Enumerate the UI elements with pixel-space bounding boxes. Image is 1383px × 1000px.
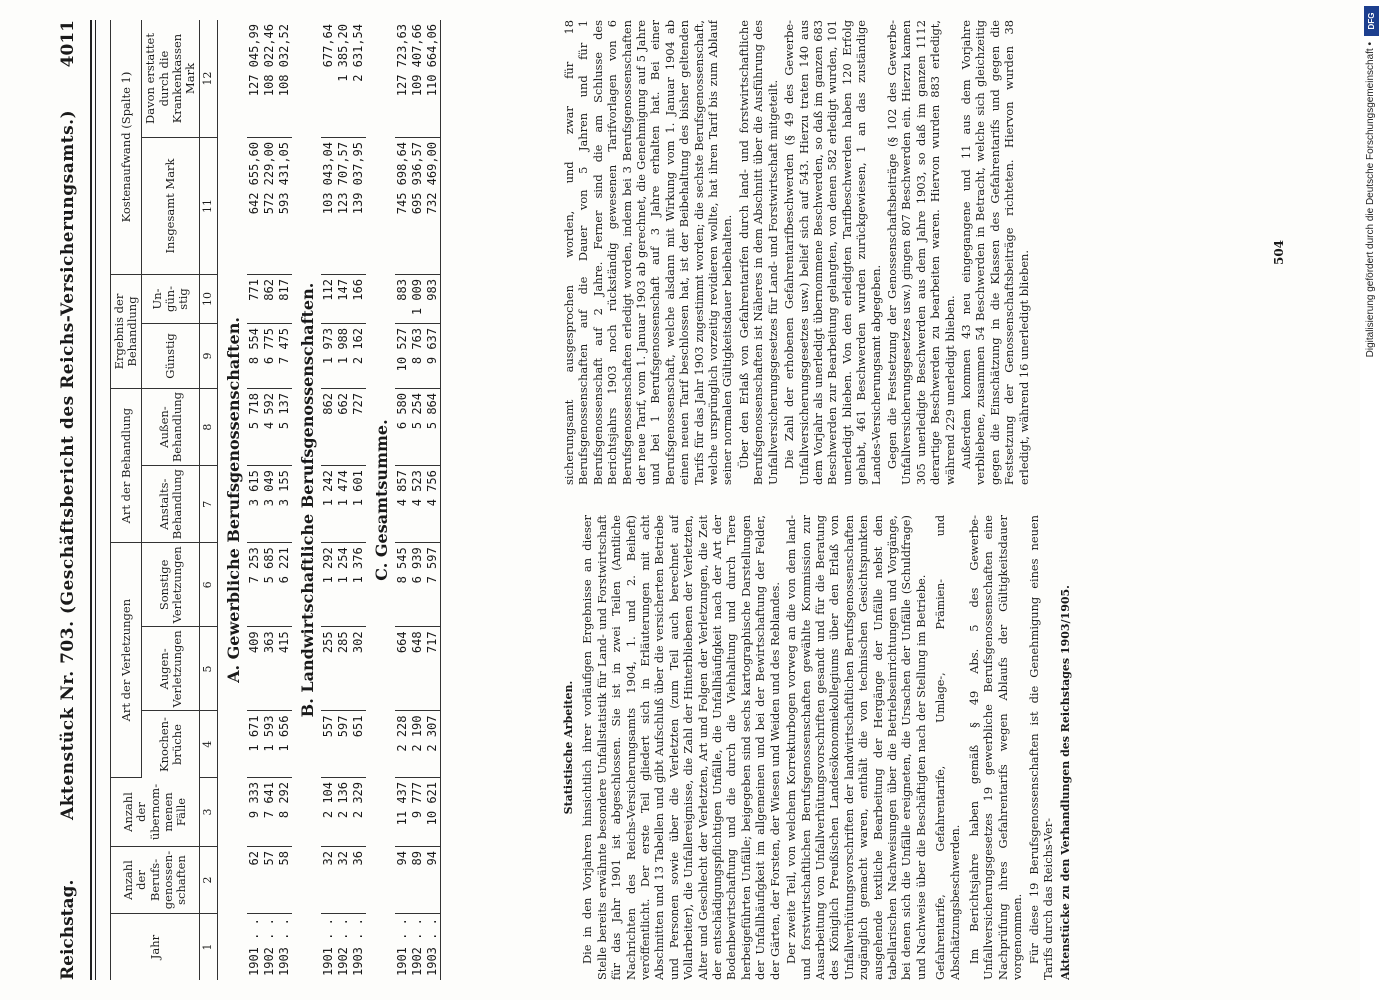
text-columns xyxy=(562,20,1297,980)
table-cell: 363 xyxy=(262,627,277,711)
table-cell: 862 xyxy=(321,389,336,466)
table-cell: 1903 . . xyxy=(424,918,439,976)
paragraph: Für diese 19 Berufsgenossenschaften ist die Genehmigung eines neuen Tarifs durch das Reichs-Ver- xyxy=(1026,515,1055,980)
paragraph: Gegen die Festsetzung der Genossenschaftsbeiträge (§ 102 des Gewerbe-Unfallversicherungsgesetzes usw.) gingen 807 Beschwerden ein. Hierzu kamen 305 unerledigte Beschwerden aus dem Jahre 1903, so daß im ganzen 1112 derartige Beschwerden zu bearbeiten waren. Hiervon wurden 883 erledigt, während 229 unerledigt blieben. xyxy=(884,20,957,485)
table-cell: 10 621 xyxy=(425,778,441,847)
th-sonstige: Sonstige Verletzungen xyxy=(142,543,200,627)
paragraph: Außerdem kommen 43 neu eingegangene und 11 aus dem Vorjahre verbliebene, zusammen 54 Beschwerden in Betracht, welche sich gleichzeitig gegen die Einschätzung in die Klassen des Gefahrentarifs und gegen die Festsetzung der Genossenschaftsbeiträge richteten. Hiervon wurden 38 erledigt, während 16 unerledigt blieben. xyxy=(958,20,1031,485)
table-cell: 127 723,63 xyxy=(395,20,410,138)
table-cell: 7 641 xyxy=(262,778,277,847)
table-cell: 9 333 xyxy=(247,778,262,847)
table-cell: 732 469,00 xyxy=(425,138,441,275)
digitization-credit: Digitalisierung gefördert durch die Deutsche Forschungsgemeinschaft • xyxy=(1365,42,1376,358)
th-aussen: Außen- Behandlung xyxy=(142,389,200,466)
table-cell: 5 685 xyxy=(262,543,277,627)
section-title-row xyxy=(292,20,321,980)
paragraph: Die in den Vorjahren hinsichtlich ihrer vorläufigen Ergebnisse an dieser Stelle bereits erwähnte besondere Unfallstatistik für Land- und Forstwirtschaft für das Jahr 1901 ist abgeschlossen. Sie ist in zwei Teilen (Amtliche Nachrichten des Reichs-Versicherungsamts 1904, 1. und 2. Beiheft) veröffentlicht. Der erste Teil gliedert sich in Erläuterungen mit acht Abschnitten und 13 Tabellen und gibt Aufschluß über die versicherten Betriebe und Personen sowie über die Verletzten (zum Teil auch berechnet auf Vollarbeiter), die Unfallereignisse, die Zahl der Hinterbliebenen der Verletzten, Alter und Geschlecht der Verletzten, Art und Folgen der Verletzungen, die Zeit der entschädigungspflichtigen Unfälle, die Unfallhäufigkeit nach der Art der Bodenbewirtschaftung und die durch die Viehhaltung und durch Tiere herbeigeführten Unfälle; beigegeben sind sechs kartographische Darstellungen der Unfallhäufigkeit im allgemeinen und bei der Bewirtschaftung der Felder, der Gärten, der Forsten, der Wiesen und Weiden und des Reblandes. xyxy=(580,515,782,980)
table-cell: 717 xyxy=(425,627,441,711)
table-cell: 2 631,54 xyxy=(351,20,366,138)
table-cell: 593 431,05 xyxy=(277,138,292,275)
table-cell: 166 xyxy=(351,275,366,324)
th-anzahl-bg: Anzahl der Berufs- genossen- schaften xyxy=(111,847,200,914)
table-row xyxy=(425,20,441,980)
paragraph: Über den Erlaß von Gefahrentarifen durch land- und forstwirtschaftliche Berufsgenossenschaften ist Näheres in dem Abschnitt über die Ausführung des Unfallversicherungsgesetzes für Land- und Forstwirtschaft mitgeteilt. xyxy=(736,20,780,485)
table-cell: 557 xyxy=(321,711,336,778)
paragraph: sicherungsamt ausgesprochen worden, und zwar für 18 Berufsgenossenschaften auf die Dauer von 5 Jahren und für 1 Berufsgenossenschaft auf 2 Jahre. Ferner sind die am Schlusse des Berichtsjahrs 1903 noch rückständig gewesenen Tarifvorlagen von 6 Berufsgenossenschaften erledigt worden, indem bei 3 Berufsgenossenschaften der neue Tarif, vom 1. Januar 1903 ab gerechnet, die Genehmigung auf 5 Jahre und bei 1 Berufsgenossenschaft auf 3 Jahre erhalten hat. Bei einer Berufsgenossenschaft, welche alsdann mit Wirkung vom 1. Januar 1904 ab einen neuen Tarif beschlossen hat, ist der Beibehaltung des bisher geltenden Tarifs für das Jahr 1903 zugestimmt worden; die sechste Berufsgenossenschaft, welche ursprünglich vorzeitig revidieren wollte, hat ihren Tarif bis zum Ablauf seiner normalen Gültigkeitsdauer beibehalten. xyxy=(562,20,735,485)
table-cell: 1 601 xyxy=(351,466,366,543)
subsection-heading: Gefahrentarife, Gefahrentarife, Umlage-, Prämien- und Abschätzungsbeschwerden. xyxy=(934,515,962,980)
section-heading: Statistische Arbeiten. xyxy=(562,680,575,815)
table-cell: 89 xyxy=(410,847,425,914)
table-cell: 662 xyxy=(336,389,351,466)
right-text-column xyxy=(562,20,1297,485)
table-cell: 2 162 xyxy=(351,324,366,389)
col-number: 8 xyxy=(200,389,218,466)
table-cell: 103 043,04 xyxy=(321,138,336,275)
table-cell: 862 xyxy=(262,275,277,324)
table-cell: 62 xyxy=(247,847,262,914)
table-cell: 2 228 xyxy=(395,711,410,778)
table-cell: 6 775 xyxy=(262,324,277,389)
table-cell: 112 xyxy=(321,275,336,324)
table-cell: 127 045,99 xyxy=(247,20,262,138)
table-cell: 94 xyxy=(425,847,441,914)
table-cell: 8 545 xyxy=(395,543,410,627)
dfg-logo xyxy=(1364,6,1379,36)
table-cell: 817 xyxy=(277,275,292,324)
table-cell: 572 229,00 xyxy=(262,138,277,275)
section-title: B. Landwirtschaftliche Berufsgenossenschaften. xyxy=(297,282,317,718)
table-cell: 1 593 xyxy=(262,711,277,778)
col-number: 5 xyxy=(200,627,218,711)
table-cell: 1 474 xyxy=(336,466,351,543)
table-cell: 1 242 xyxy=(321,466,336,543)
table-cell: 1 671 xyxy=(247,711,262,778)
table-cell: 695 936,57 xyxy=(410,138,425,275)
table-cell: 5 137 xyxy=(277,389,292,466)
table-cell: 1902 . . xyxy=(409,918,424,976)
table-cell: 32 xyxy=(321,847,336,914)
table-cell: 3 615 xyxy=(247,466,262,543)
table-cell: 302 xyxy=(351,627,366,711)
table-cell: 9 777 xyxy=(410,778,425,847)
th-group-verletzungen: Art der Verletzungen xyxy=(111,543,142,778)
table-cell: 1 988 xyxy=(336,324,351,389)
th-group-ergebnis: Ergebnis der Behandlung xyxy=(111,275,142,389)
table-cell: 6 939 xyxy=(410,543,425,627)
table-cell: 10 527 xyxy=(395,324,410,389)
section-title: A. Gewerbliche Berufsgenossenschaften. xyxy=(223,317,243,683)
table-row xyxy=(351,20,366,980)
table-cell: 745 698,64 xyxy=(395,138,410,275)
table-cell: 1 009 xyxy=(410,275,425,324)
col-number: 6 xyxy=(200,543,218,627)
table-cell: 771 xyxy=(247,275,262,324)
table-row xyxy=(395,20,410,980)
table-row xyxy=(336,20,351,980)
table-cell: 5 718 xyxy=(247,389,262,466)
dfg-logo-text: DFG xyxy=(1367,12,1376,30)
table-cell: 409 xyxy=(247,627,262,711)
table-cell: 651 xyxy=(351,711,366,778)
table-cell: 2 190 xyxy=(410,711,425,778)
col-number: 3 xyxy=(200,778,218,847)
table-cell: 2 136 xyxy=(336,778,351,847)
col-number: 1 xyxy=(200,914,218,981)
table-row xyxy=(247,20,262,980)
col-number: 2 xyxy=(200,847,218,914)
th-group-kosten: Kostenaufwand (Spalte 1) xyxy=(111,20,142,275)
table-cell: 108 022,46 xyxy=(262,20,277,138)
th-insgesamt: Insgesamt Mark xyxy=(142,138,200,275)
header-title: Aktenstück Nr. 703. (Geschäftsbericht des Reichs-Versicherungsamts.) xyxy=(58,109,78,820)
table-cell: 1903 . . xyxy=(350,918,365,976)
table-cell: 1903 . . xyxy=(276,918,291,976)
statistics-table xyxy=(110,20,441,980)
table-cell: 4 756 xyxy=(425,466,441,543)
table-cell: 1901 . . xyxy=(246,918,261,976)
table-cell: 597 xyxy=(336,711,351,778)
digitization-sidebar xyxy=(1360,0,1383,1000)
table-cell: 1901 . . xyxy=(394,918,409,976)
th-augen: Augen- Verletzungen xyxy=(142,627,200,711)
header-rule xyxy=(90,20,92,980)
header-left: Reichstag. xyxy=(58,879,78,980)
table-cell: 2 329 xyxy=(351,778,366,847)
section-title-row xyxy=(217,20,247,980)
table-body xyxy=(217,20,440,980)
table-cell: 2 307 xyxy=(425,711,441,778)
table-cell: 1902 . . xyxy=(261,918,276,976)
table-cell: 2 104 xyxy=(321,778,336,847)
table-cell: 5 254 xyxy=(410,389,425,466)
th-anstalt: Anstalts- Behandlung xyxy=(142,466,200,543)
col-number: 11 xyxy=(200,138,218,275)
table-cell: 1 973 xyxy=(321,324,336,389)
table-cell: 1902 . . xyxy=(335,918,350,976)
table-cell: 255 xyxy=(321,627,336,711)
table-cell: 1901 . . xyxy=(320,918,335,976)
table-cell: 7 597 xyxy=(425,543,441,627)
table-cell: 983 xyxy=(425,275,441,324)
table-cell: 883 xyxy=(395,275,410,324)
table-cell: 5 864 xyxy=(425,389,441,466)
table-cell: 36 xyxy=(351,847,366,914)
table-cell: 415 xyxy=(277,627,292,711)
section-title-row xyxy=(366,20,395,980)
table-cell: 9 637 xyxy=(425,324,441,389)
table-cell: 7 253 xyxy=(247,543,262,627)
table-cell: 123 707,57 xyxy=(336,138,351,275)
table-cell: 57 xyxy=(262,847,277,914)
table-row xyxy=(321,20,336,980)
table-cell: 58 xyxy=(277,847,292,914)
table-cell: 109 407,66 xyxy=(410,20,425,138)
page-footer: Aktenstücke zu den Verhandlungen des Reichstages 1903/1905. xyxy=(1059,585,1073,980)
th-jahr: Jahr xyxy=(111,914,200,981)
paragraph: Im Berichtsjahre haben gemäß § 49 Abs. 5 des Gewerbe-Unfallversicherungsgesetzes 19 gewerbliche Berufsgenossenschaften eine Nachprüfung ihres Gefahrentarifs wegen Ablaufs der Gültigkeitsdauer vorgenommen. xyxy=(966,515,1025,980)
header-page-number: 4011 xyxy=(58,20,78,68)
table-row xyxy=(262,20,277,980)
table-cell: 147 xyxy=(336,275,351,324)
table-row xyxy=(277,20,292,980)
table-cell: 677,64 xyxy=(321,20,336,138)
th-knochen: Knochen- brüche xyxy=(142,711,200,778)
col-number: 10 xyxy=(200,275,218,324)
table-cell: 664 xyxy=(395,627,410,711)
paragraph: Die Zahl der erhobenen Gefahrentarifbeschwerden (§ 49 des Gewerbe-Unfallversicherungsgesetzes usw.) belief sich auf 543. Hierzu traten 140 aus dem Vorjahr als unerledigt übernommene Beschwerden, so daß im ganzen 683 Beschwerden zur Bearbeitung gelangten, von denen 582 erledigt wurden, 101 unerledigt blieben. Von den erledigten Tarifbeschwerden haben 120 Erfolg gehabt, 461 Beschwerden wurden zurückgewiesen, 1 an das zuständige Landes-Versicherungsamt abgegeben. xyxy=(782,20,883,485)
table-cell: 8 763 xyxy=(410,324,425,389)
table-cell: 4 592 xyxy=(262,389,277,466)
col-number: 7 xyxy=(200,466,218,543)
table-cell: 6 221 xyxy=(277,543,292,627)
header-rule-thin xyxy=(95,20,96,980)
table-cell: 7 475 xyxy=(277,324,292,389)
table-cell: 3 155 xyxy=(277,466,292,543)
table-cell: 108 032,52 xyxy=(277,20,292,138)
th-anzahl-faelle: Anzahl der übernom- menen Fälle xyxy=(111,778,200,847)
table-cell: 285 xyxy=(336,627,351,711)
left-text-column xyxy=(562,515,1297,980)
table-cell: 8 554 xyxy=(247,324,262,389)
table-cell: 4 523 xyxy=(410,466,425,543)
col-number: 4 xyxy=(200,711,218,778)
table-cell: 3 049 xyxy=(262,466,277,543)
table-cell: 139 037,95 xyxy=(351,138,366,275)
th-guenstig: Günstig xyxy=(142,324,200,389)
table-cell: 1 376 xyxy=(351,543,366,627)
bottom-page-number: 504 xyxy=(1272,239,1286,266)
table-row xyxy=(410,20,425,980)
table-cell: 6 580 xyxy=(395,389,410,466)
col-number: 9 xyxy=(200,324,218,389)
th-group-behandlung: Art der Behandlung xyxy=(111,389,142,543)
th-unguenstig: Un- gün- stig xyxy=(142,275,200,324)
col-number: 12 xyxy=(200,20,218,138)
column-number-row xyxy=(200,20,218,980)
table-cell: 4 857 xyxy=(395,466,410,543)
table-cell: 1 292 xyxy=(321,543,336,627)
paragraph: Der zweite Teil, von welchem Korrekturbogen vorweg an die von dem land- und forstwirtschaftlichen Berufsgenossenschaften gewählte Kommission zur Ausarbeitung von Unfallverhütungsvorschriften gesandt und für die Beratung des Königlich Preußischen Landesökonomiekollegiums über den Erlaß von Unfallverhütungsvorschriften der landwirtschaftlichen Berufsgenossenschaften zugänglich gemacht waren, enthält die von technischen Gesichtspunkten ausgehende textliche Bearbeitung der Hergänge der Unfälle nebst den tabellarischen Nachweisungen über die Betriebseinrichtungen und Vorgänge, bei denen sich die Unfälle ereigneten, die Ursachen der Unfälle (Schuldfrage) und Nachweise über die Beschäftigten nach der Stellung im Betriebe. xyxy=(784,515,928,980)
table-cell: 648 xyxy=(410,627,425,711)
table-cell: 8 292 xyxy=(277,778,292,847)
table-cell: 32 xyxy=(336,847,351,914)
table-cell: 110 664,06 xyxy=(425,20,441,138)
table-cell: 1 385,20 xyxy=(336,20,351,138)
table-cell: 1 254 xyxy=(336,543,351,627)
section-title: C. Gesamtsumme. xyxy=(371,419,391,581)
th-erstattet: Davon erstattet durch die Krankenkassen Mark xyxy=(142,20,200,138)
page-header xyxy=(58,20,88,980)
table-cell: 94 xyxy=(395,847,410,914)
table-cell: 642 655,60 xyxy=(247,138,262,275)
table-cell: 1 656 xyxy=(277,711,292,778)
table-cell: 11 437 xyxy=(395,778,410,847)
table-cell: 727 xyxy=(351,389,366,466)
